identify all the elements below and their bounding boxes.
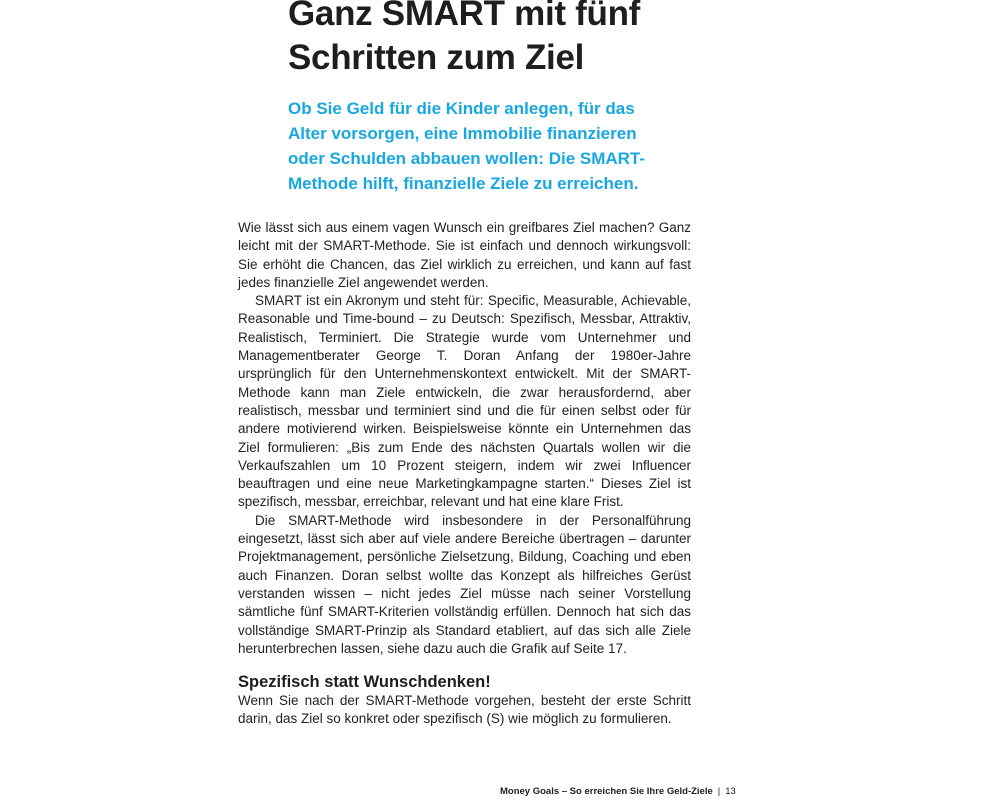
article-lead [288,96,678,196]
body-paragraph: Die SMART-Methode wird insbesondere in der Personalführung eingesetzt, lässt sich aber auf viele andere Bereiche übertragen – darunter Projektmanagement, persönliche Zielsetzung, Bildung, Coaching und eben auch Finanzen. Doran selbst wollte das Konzept als hilfreiches Gerüst verstanden wissen – nicht jedes Ziel müsse nach seiner Vorstellung sämtliche fünf SMART-Kriterien vollständig erfüllen. Dennoch hat sich das vollständige SMART-Prinzip als Standard etabliert, auf das sich alle Ziele herunterbrechen lassen, siehe dazu auch die Grafik auf Seite 17. [238,512,691,656]
article-body [238,219,691,729]
lead-line: oder Schulden abbauen wollen: Die SMART- [288,149,646,168]
lead-line: Alter vorsorgen, eine Immobilie finanzieren [288,124,637,143]
title-line: Schritten zum Ziel [288,38,585,77]
body-paragraph: Wie lässt sich aus einem vagen Wunsch ein greifbares Ziel machen? Ganz leicht mit der SMART-Methode. Sie ist einfach und dennoch wirkungsvoll: Sie erhöht die Chancen, das Ziel wirklich zu erreichen, und kann auf fast jedes finanzielle Ziel angewendet werden. [238,220,691,290]
page-footer [500,786,736,798]
footer-separator: | [717,786,721,797]
article-title [288,0,708,80]
title-line: Ganz SMART mit fünf [288,0,641,33]
section-heading: Spezifisch statt Wunschdenken! [238,673,491,692]
publication-title: Money Goals – So erreichen Sie Ihre Geld-Ziele [500,786,713,797]
lead-line: Ob Sie Geld für die Kinder anlegen, für das [288,99,635,118]
lead-line: Methode hilft, finanzielle Ziele zu erreichen. [288,174,639,193]
body-paragraph: Wenn Sie nach der SMART-Methode vorgehen, besteht der erste Schritt darin, das Ziel so konkret oder spezifisch (S) wie möglich zu formulieren. [238,693,691,727]
page-number: 13 [725,786,736,797]
body-paragraph: SMART ist ein Akronym und steht für: Specific, Measurable, Achievable, Reasonable und Time-bound – zu Deutsch: Spezifisch, Messbar, Attraktiv, Realistisch, Terminiert. Die Strategie wurde vom Unternehmer und Managementberater George T. Doran Anfang der 1980er-Jahre ursprünglich für den Unternehmenskontext entwickelt. Mit der SMART-Methode kann man Ziele entwickeln, die zwar herausfordernd, aber realistisch, messbar und terminiert sind und die für einen selbst oder für andere motivierend wirken. Beispielsweise könnte ein Unternehmen das Ziel formulieren: „Bis zum Ende des nächsten Quartals wollen wir die Verkaufszahlen um 10 Prozent steigern, indem wir zwei Influencer beauftragen und eine neue Marketingkampagne starten.“ Dieses Ziel ist spezifisch, messbar, erreichbar, relevant und hat eine klare Frist. [238,293,691,510]
